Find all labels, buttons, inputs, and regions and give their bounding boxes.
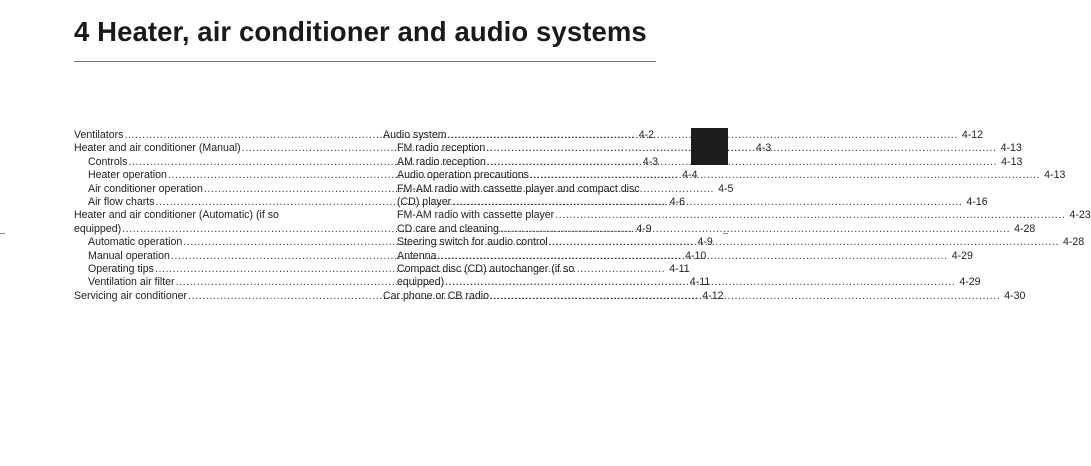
toc-entry-title: Operating tips	[88, 262, 154, 275]
toc-entry-page: 4-3	[755, 142, 772, 155]
page-title: 4 Heater, air conditioner and audio systems	[74, 16, 647, 47]
toc-entry-title: Automatic operation	[88, 236, 183, 249]
toc-entry-title: Ventilators	[74, 129, 124, 141]
toc-entry-title: Compact disc (CD) autochanger (if so	[397, 262, 575, 275]
toc-entry-title: FM radio reception	[397, 142, 486, 155]
toc-entry-title: Controls	[88, 155, 128, 168]
toc-entry-title: FM-AM radio with cassette player	[397, 209, 555, 222]
toc-dot-leader	[487, 156, 997, 169]
toc-entry-page: 4-30	[1004, 289, 1026, 302]
toc-entry-page: 4-11	[689, 276, 711, 289]
toc-entry-page: 4-28	[1014, 222, 1036, 235]
toc-entry-page: 4-9	[697, 236, 713, 249]
toc-dot-leader	[445, 276, 955, 289]
toc-dot-leader	[555, 209, 1065, 222]
toc-entry-title: Car phone or CB radio	[383, 289, 489, 302]
toc-entry-title: Audio system	[383, 129, 447, 141]
toc-entry-title: AM radio reception	[397, 155, 486, 168]
toc-entry-page: 4-28	[1062, 236, 1085, 249]
toc-entry[interactable]	[383, 183, 655, 196]
chapter-tab-marker	[691, 128, 728, 165]
toc-entry[interactable]	[383, 222, 1036, 236]
toc-dot-leader	[500, 223, 1010, 236]
toc-dot-leader	[490, 290, 1000, 303]
toc-entry-title: Heater and air conditioner (Automatic) (if so	[74, 209, 279, 222]
toc-entry-page: 4-11	[669, 262, 690, 275]
toc-entry-title: Ventilation air filter	[88, 276, 175, 289]
toc-entry-title: Air flow charts	[88, 195, 155, 208]
toc-entry-page: 4-9	[636, 222, 652, 235]
toc-entry-page: 4-16	[966, 195, 988, 208]
toc-entry-title: Manual operation	[88, 249, 170, 262]
toc-entry[interactable]	[383, 209, 1091, 222]
crop-mark-left	[0, 233, 5, 234]
toc-entry-page: 4-29	[951, 249, 973, 262]
title-divider	[74, 61, 656, 62]
toc-entry-page: 4-10	[685, 249, 707, 262]
toc-entry[interactable]	[383, 263, 655, 276]
toc-entry-page: 4-13	[1044, 169, 1066, 182]
toc-entry-title: Audio operation precautions	[397, 169, 529, 182]
toc-entry-title: Steering switch for audio control	[397, 236, 548, 249]
toc-entry[interactable]	[74, 209, 346, 222]
toc-dot-leader	[437, 250, 947, 263]
toc-entry-title: Air conditioner operation	[88, 182, 203, 195]
toc-entry[interactable]	[383, 155, 1023, 169]
toc-entry[interactable]	[383, 129, 984, 142]
toc-entry-page: 4-6	[669, 195, 686, 208]
toc-dot-leader	[486, 142, 996, 155]
toc-entry-page: 4-12	[961, 129, 984, 141]
toc-entry-page: 4-3	[642, 155, 658, 168]
toc-entry-page: 4-12	[702, 289, 724, 302]
toc-entry-title: (CD) player	[397, 195, 452, 208]
toc-entry-title: CD care and cleaning	[397, 222, 499, 235]
toc-entry-title: FM-AM radio with cassette player and compact disc	[397, 182, 640, 195]
toc-dot-leader	[452, 196, 962, 209]
toc-entry-title: equipped)	[74, 222, 122, 235]
toc-entry-page: 4-13	[1001, 155, 1023, 168]
crop-mark-right	[723, 233, 728, 234]
toc-dot-leader	[530, 169, 1040, 182]
toc-entry-page: 4-5	[718, 182, 734, 195]
toc-entry-page: 4-23	[1069, 209, 1091, 222]
toc-dot-leader	[549, 236, 1059, 249]
toc-entry-page: 4-13	[1000, 142, 1022, 155]
toc-entry-title: Servicing air conditioner	[74, 289, 188, 302]
toc-entry-title: equipped)	[397, 276, 445, 289]
toc-entry-title: Antenna	[397, 249, 437, 262]
toc-entry-title: Heater and air conditioner (Manual)	[74, 142, 241, 155]
toc-entry-page: 4-29	[959, 276, 981, 289]
toc-entry-title: Heater operation	[88, 169, 167, 182]
toc-entry-page: 4-4	[682, 169, 698, 182]
toc-entry-page: 4-2	[638, 129, 655, 141]
